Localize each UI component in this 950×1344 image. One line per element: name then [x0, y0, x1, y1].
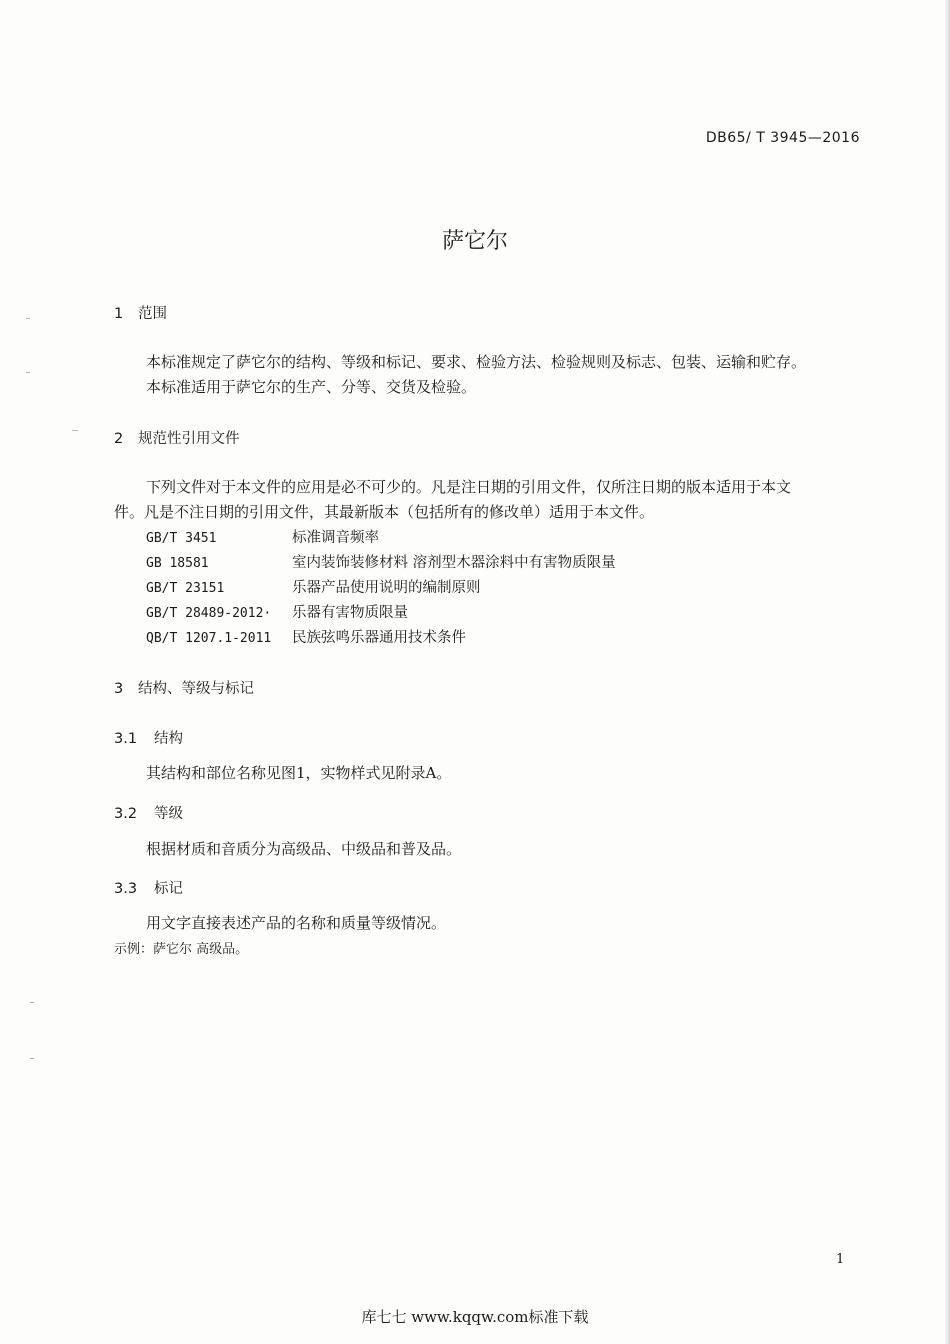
reference-code: GB/T 28489-2012·	[146, 606, 272, 621]
section-1-body	[114, 350, 862, 400]
reference-item	[146, 626, 616, 651]
reference-item	[146, 576, 616, 601]
section-3-3-heading	[114, 877, 183, 898]
section-number: 2	[114, 431, 124, 447]
section-3-2-text: 根据材质和音质分为高级品、中级品和普及品。	[146, 840, 462, 858]
section-title: 范围	[138, 306, 167, 322]
section-3-1-text: 其结构和部位名称见图1，实物样式见附录A。	[146, 764, 452, 782]
scan-speck	[72, 430, 78, 431]
section-3-2-heading	[114, 802, 183, 823]
section-title: 标记	[154, 881, 183, 897]
section-2-intro	[114, 475, 862, 525]
section-number: 1	[114, 306, 124, 322]
section-title: 结构、等级与标记	[138, 681, 254, 697]
reference-title: 民族弦鸣乐器通用技术条件	[292, 630, 466, 646]
section-number: 3.2	[114, 806, 138, 822]
document-title: 萨它尔	[441, 229, 508, 254]
section-title: 等级	[154, 806, 183, 822]
section-3-heading	[114, 677, 254, 698]
section-3-1-heading	[114, 727, 183, 748]
reference-item	[146, 526, 616, 551]
section-number: 3.1	[114, 731, 138, 747]
page-number: 1	[836, 1252, 845, 1267]
scan-edge	[945, 0, 950, 1344]
section-number: 3	[114, 681, 124, 697]
paragraph: 本标准适用于萨它尔的生产、分等、交货及检验。	[146, 378, 477, 396]
scan-speck	[26, 318, 30, 319]
paragraph-line: 件。凡是不注日期的引用文件，其最新版本（包括所有的修改单）适用于本文件。	[114, 503, 655, 521]
reference-code: GB/T 23151	[146, 581, 225, 596]
paragraph: 本标准规定了萨它尔的结构、等级和标记、要求、检验方法、检验规则及标志、包装、运输和贮存。	[146, 353, 807, 371]
document-code: DB65/ T 3945—2016	[705, 130, 860, 146]
footer-watermark: 库七七 www.kqqw.com标准下载	[361, 1308, 589, 1326]
reference-item	[146, 601, 616, 626]
reference-title: 乐器产品使用说明的编制原则	[292, 580, 481, 596]
reference-code: GB/T 3451	[146, 531, 217, 546]
reference-code: GB 18581	[146, 556, 209, 571]
scan-speck	[30, 1058, 34, 1059]
section-1-heading	[114, 302, 167, 323]
section-3-3-text: 用文字直接表述产品的名称和质量等级情况。	[146, 914, 447, 932]
section-title: 规范性引用文件	[138, 431, 240, 447]
scan-speck	[26, 372, 30, 373]
reference-title: 室内装饰装修材料 溶剂型木器涂料中有害物质限量	[292, 555, 616, 571]
section-2-heading	[114, 427, 240, 448]
reference-list	[146, 526, 616, 651]
section-title: 结构	[154, 731, 183, 747]
paragraph-line: 下列文件对于本文件的应用是必不可少的。凡是注日期的引用文件，仅所注日期的版本适用于本文	[146, 478, 792, 496]
reference-code: QB/T 1207.1-2011	[146, 631, 272, 646]
section-number: 3.3	[114, 881, 138, 897]
reference-title: 标准调音频率	[292, 530, 379, 546]
example-note: 示例：萨它尔 高级品。	[114, 942, 249, 957]
reference-item	[146, 551, 616, 576]
scan-speck	[30, 1002, 34, 1003]
reference-title: 乐器有害物质限量	[292, 605, 408, 621]
